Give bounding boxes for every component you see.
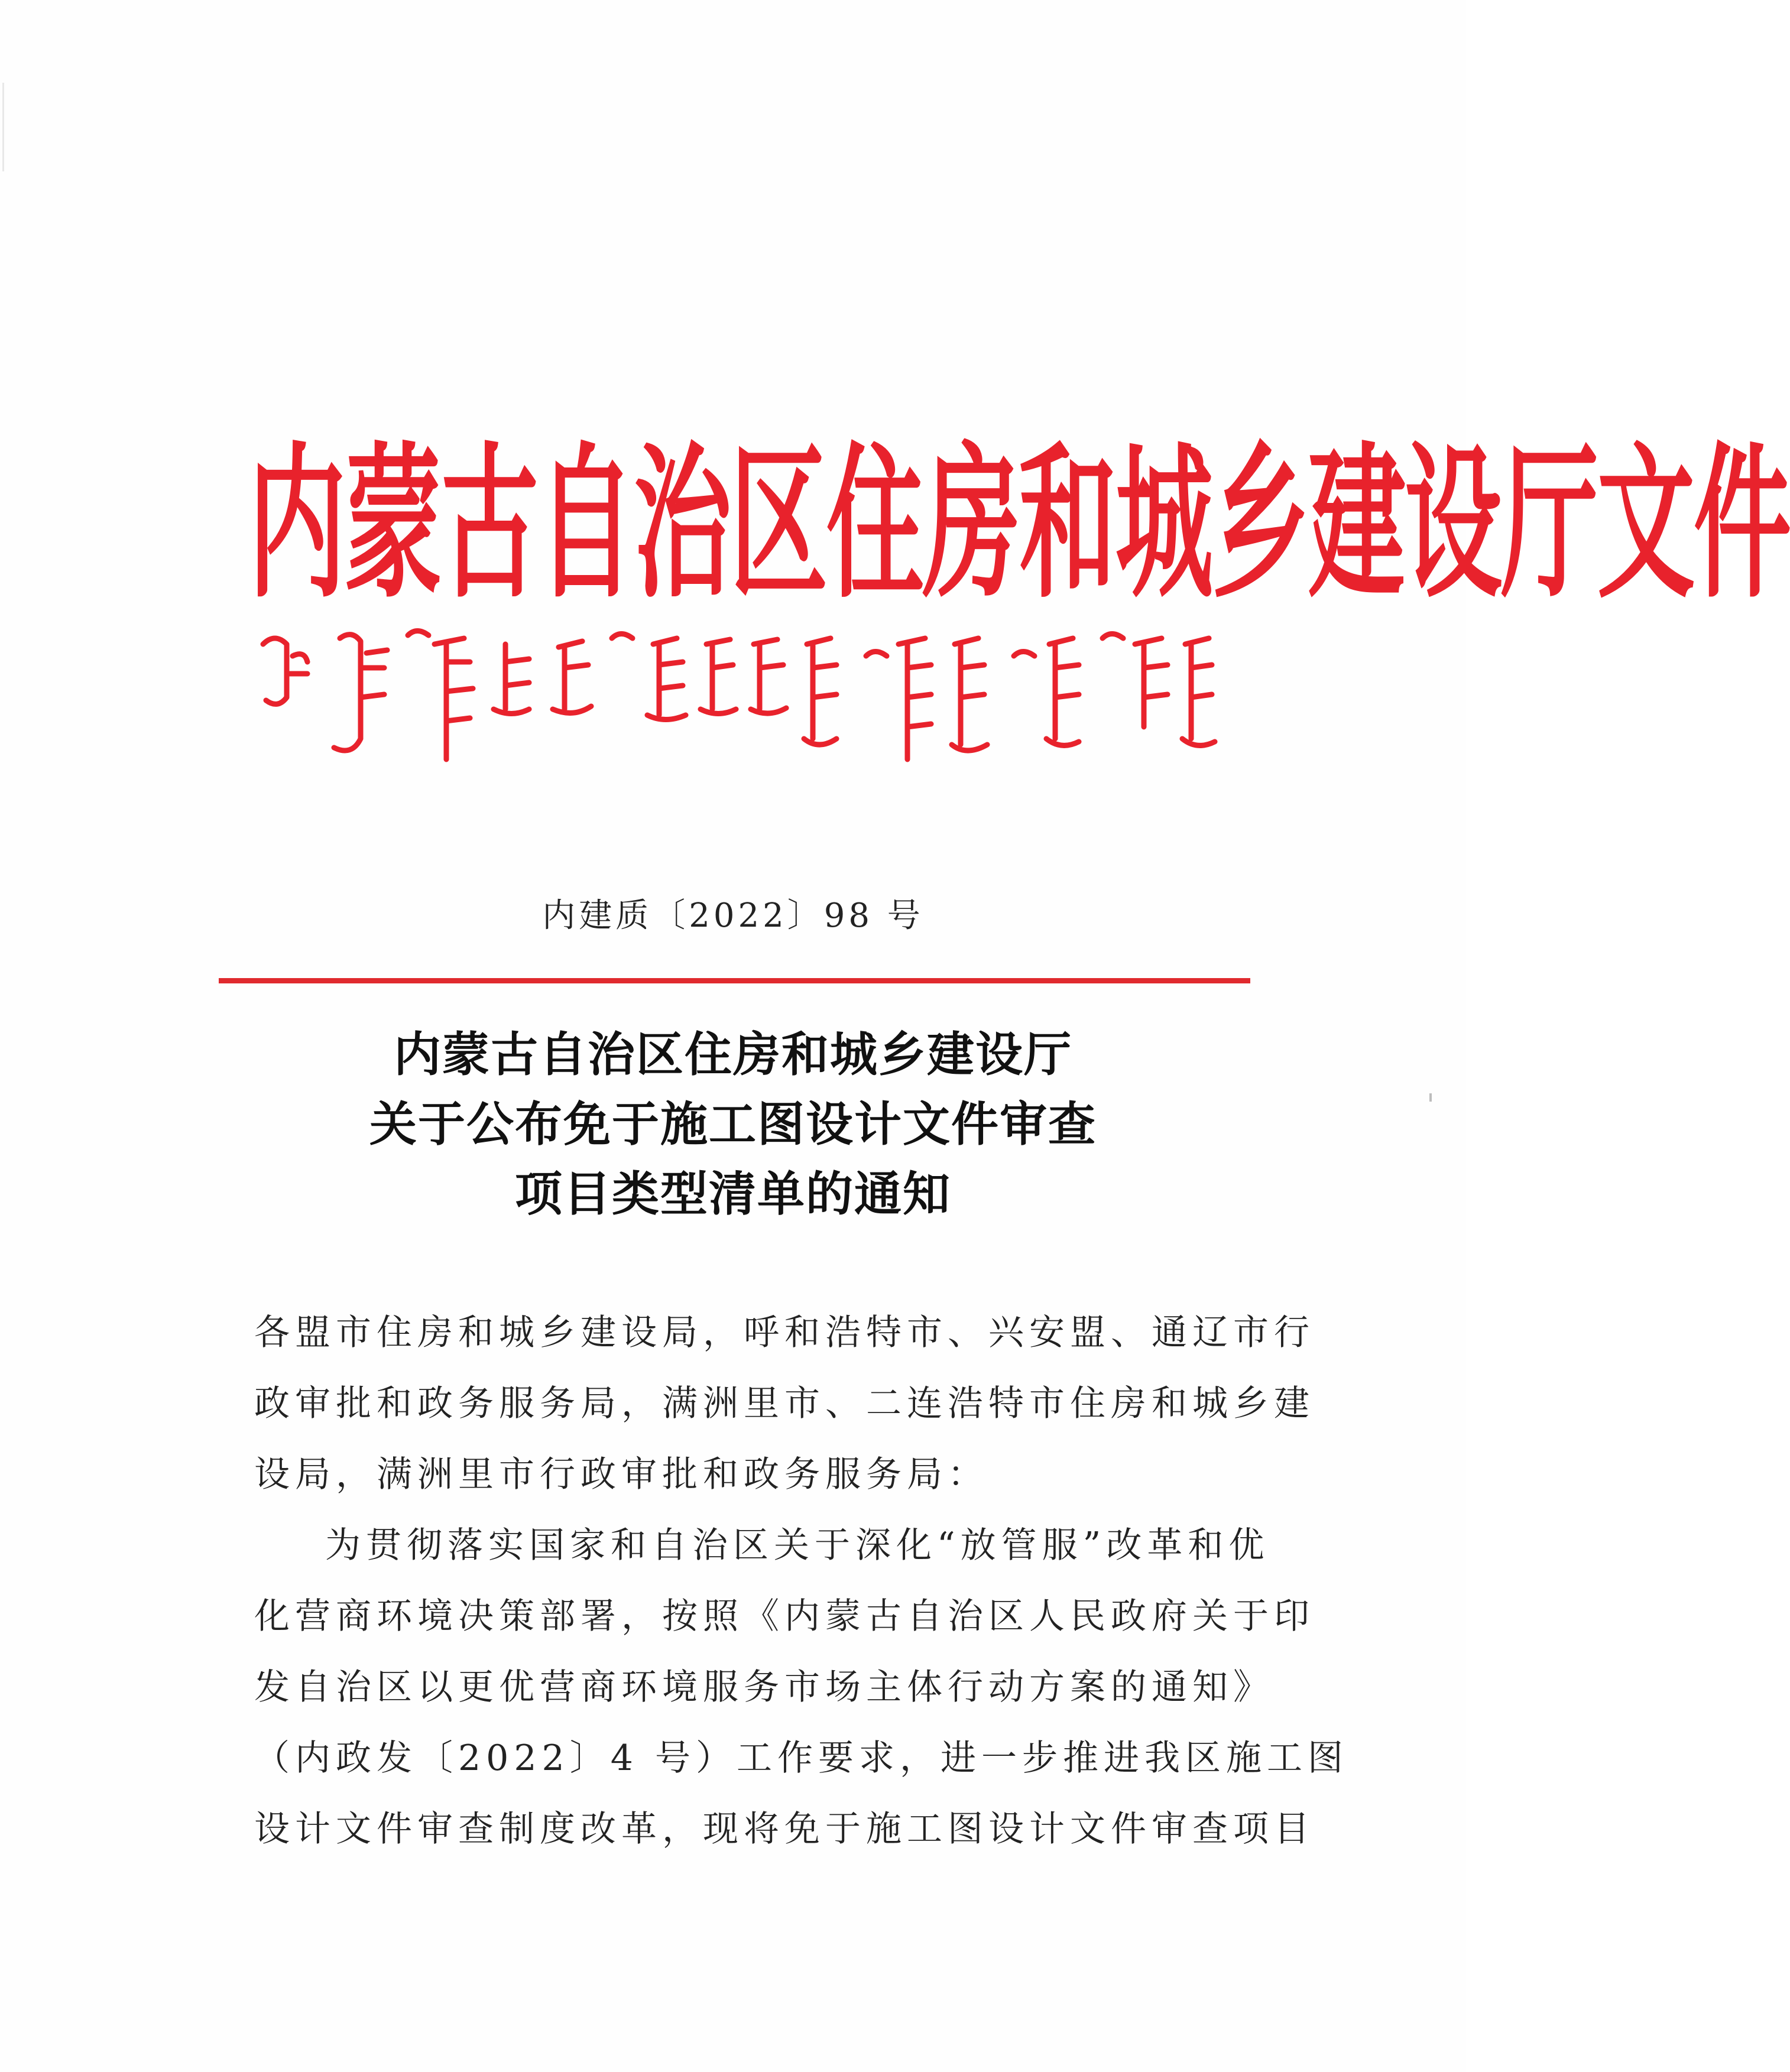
salutation-line-1: 各盟市住房和城乡建设局，呼和浩特市、兴安盟、通辽市行	[254, 1312, 1315, 1353]
title-line-2: 关于公布免于施工图设计文件审查	[369, 1096, 1097, 1152]
paragraph-line-4: （内政发〔2022〕4 号）工作要求，进一步推进我区施工图	[254, 1738, 1348, 1779]
body-paragraph	[254, 1510, 1348, 1865]
document-title	[0, 1019, 1466, 1229]
scan-edge-mark	[2, 83, 4, 171]
mongolian-script-masthead	[251, 621, 1221, 768]
salutation	[254, 1297, 1315, 1510]
salutation-line-3: 设局，满洲里市行政审批和政务服务局：	[254, 1454, 988, 1495]
document-number: 内建质〔2022〕98 号	[542, 897, 924, 935]
salutation-line-2: 政审批和政务服务局，满洲里市、二连浩特市住房和城乡建	[254, 1383, 1315, 1424]
title-line-3: 项目类型清单的通知	[515, 1166, 951, 1222]
red-divider-line	[219, 978, 1250, 983]
document-body	[254, 1297, 1348, 1865]
masthead-title: 内蒙古自治区住房和城乡建设厅文件	[248, 426, 1790, 621]
title-line-1: 内蒙古自治区住房和城乡建设厅	[394, 1027, 1072, 1082]
paragraph-line-3: 发自治区以更优营商环境服务市场主体行动方案的通知》	[254, 1667, 1274, 1708]
paragraph-line-1: 为贯彻落实国家和自治区关于深化“放管服”改革和优	[325, 1525, 1270, 1566]
paragraph-line-2: 化营商环境决策部署，按照《内蒙古自治区人民政府关于印	[254, 1596, 1315, 1637]
paragraph-line-5: 设计文件审查制度改革，现将免于施工图设计文件审查项目	[254, 1808, 1315, 1850]
mongolian-script-graphic	[251, 621, 1221, 768]
